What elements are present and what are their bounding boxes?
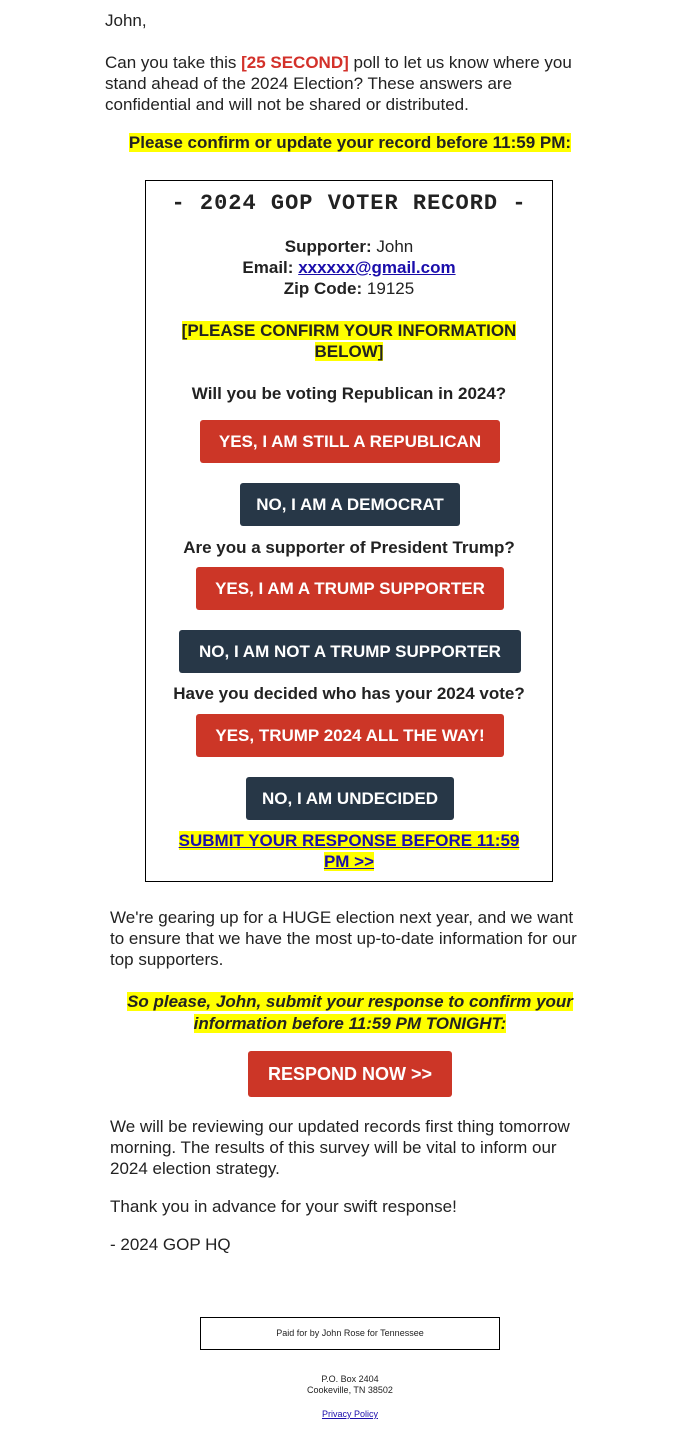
intro-after: poll to let us know where you stand ahead of the 2024 Election? These answers are confidential and will not be shared or distributed. xyxy=(105,53,572,114)
question-trump-supporter: Are you a supporter of President Trump? xyxy=(183,538,515,557)
respond-now-button[interactable]: RESPOND NOW >> xyxy=(248,1051,452,1097)
voter-record-box xyxy=(145,180,553,882)
privacy-row xyxy=(0,1409,700,1420)
submit-response-link[interactable] xyxy=(179,831,520,871)
address-line2: Cookeville, TN 38502 xyxy=(307,1385,393,1395)
zip-line xyxy=(146,278,552,299)
mailing-address xyxy=(0,1374,700,1396)
submit-link-line2: PM >> xyxy=(323,852,375,871)
yes-trump-supporter-button[interactable]: YES, I AM A TRUMP SUPPORTER xyxy=(196,567,504,610)
supporter-line xyxy=(146,236,552,257)
record-details xyxy=(146,236,552,299)
email-label: Email: xyxy=(242,258,294,277)
body-paragraph-3: Thank you in advance for your swift response! xyxy=(110,1197,457,1216)
confirm-banner: Please confirm or update your record before 11:59 PM: xyxy=(128,133,572,152)
address-line1: P.O. Box 2404 xyxy=(321,1374,379,1384)
email-line xyxy=(146,257,552,278)
confirm-notice-line2: BELOW] xyxy=(314,342,384,361)
no-undecided-button[interactable]: NO, I AM UNDECIDED xyxy=(246,777,454,820)
record-title: - 2024 GOP VOTER RECORD - xyxy=(171,191,527,216)
question-republican: Will you be voting Republican in 2024? xyxy=(191,384,507,403)
urgent-message xyxy=(0,991,700,1035)
urgent-line1: So please, John, submit your response to confirm your xyxy=(127,992,573,1011)
no-democrat-button[interactable]: NO, I AM A DEMOCRAT xyxy=(240,483,460,526)
no-trump-supporter-button[interactable]: NO, I AM NOT A TRUMP SUPPORTER xyxy=(179,630,521,673)
email-link[interactable]: xxxxxx@gmail.com xyxy=(298,258,456,277)
confirm-banner-row xyxy=(0,132,700,153)
body-paragraph-1: We're gearing up for a HUGE election next year, and we want to ensure that we have the most up-to-date information for our top supporters. xyxy=(110,908,577,969)
yes-trump-2024-button[interactable]: YES, TRUMP 2024 ALL THE WAY! xyxy=(196,714,504,757)
paid-for-box xyxy=(200,1317,500,1350)
question-2024-vote: Have you decided who has your 2024 vote? xyxy=(173,684,525,703)
submit-link-row xyxy=(146,830,552,872)
submit-link-line1: SUBMIT YOUR RESPONSE BEFORE 11:59 xyxy=(178,831,520,850)
confirm-notice-line1: [PLEASE CONFIRM YOUR INFORMATION xyxy=(181,321,517,340)
signoff: - 2024 GOP HQ xyxy=(110,1235,231,1254)
supporter-value: John xyxy=(376,237,414,256)
intro-before: Can you take this xyxy=(105,53,242,72)
paid-for-text: Paid for by John Rose for Tennessee xyxy=(276,1328,424,1338)
confirm-notice xyxy=(146,320,552,362)
urgent-line2: information before 11:59 PM TONIGHT: xyxy=(193,1014,507,1033)
privacy-policy-link[interactable]: Privacy Policy xyxy=(321,1409,378,1419)
supporter-label: Supporter: xyxy=(284,237,372,256)
greeting: John, xyxy=(105,11,147,30)
yes-republican-button[interactable]: YES, I AM STILL A REPUBLICAN xyxy=(200,420,500,463)
intro-highlight: [25 SECOND] xyxy=(241,53,349,72)
body-paragraph-2: We will be reviewing our updated records first thing tomorrow morning. The results of this survey will be vital to inform our 2024 election strategy. xyxy=(110,1117,570,1178)
intro-paragraph xyxy=(105,52,585,115)
zip-label: Zip Code: xyxy=(283,279,363,298)
zip-value: 19125 xyxy=(366,279,415,298)
